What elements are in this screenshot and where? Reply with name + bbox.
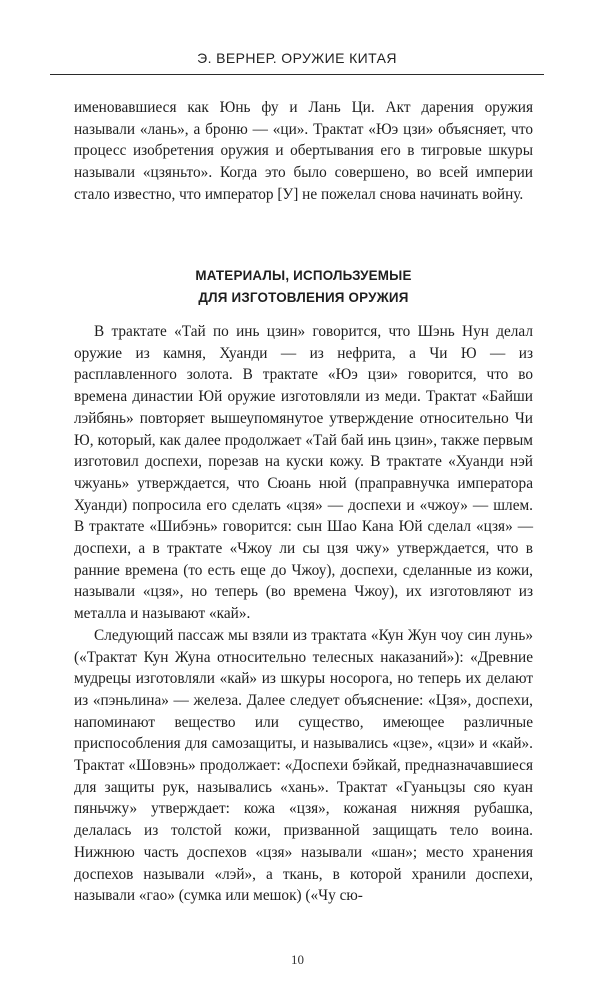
page-number: 10 (291, 952, 304, 967)
header-rule (50, 74, 544, 75)
section-body (74, 321, 533, 907)
section-heading (74, 265, 533, 309)
body-paragraph-2: Следующий пассаж мы взяли из трактата «Кун Жун чоу син лунь» («Трактат Кун Жуна относительно телесных наказаний»): «Древние мудрецы изготовляли «кай» из шкуры носорога, но теперь их делают из «пэньлина» — железа. Далее следует объяснение: «Цзя», доспехи, напоминают вещество или существо, имеющее различные приспособления для самозащиты, и назывались «цзе», «цзи» и «кай». Трактат «Шовэнь» продолжает: «Доспехи бэйкай, предназначавшиеся для защиты рук, назывались «хань». Трактат «Гуаньцзы сяо куан пяньчжу» утверждает: кожа «цзя», кожаная нижняя рубашка, делалась из толстой кожи, призванной защищать тело воина. Нижнюю часть доспехов «цзя» называли «шан»; место хранения доспехов называли «лэй», а ткань, в которой хранили доспехи, называли «гао» (сумка или мешок) («Чу сю- (74, 626, 533, 905)
body-paragraph-1: В трактате «Тай по инь цзин» говорится, что Шэнь Нун делал оружие из камня, Хуанди — из нефрита, а Чи Ю — из расплавленного золота. В трактате «Юэ цзи» говорится, что во времена династии Юй оружие изготовляли из меди. Трактат «Байши лэйбянь» повторяет вышеупомянутое утверждение относительно Чи Ю, который, как далее продолжает «Тай бай инь цзин», также первым изготовил доспехи, порезав на куски кожу. В трактате «Хуанди нэй чжуань» утверждается, что Сюань нюй (праправнучка императора Хуанди) попросила его сделать «цзя» — доспехи и «чжоу» — шлем. В трактате «Шибэнь» говорится: сын Шао Кана Юй сделал «цзя» — доспехи, а в трактате «Чжоу ли сы цзя чжу» утверждается, что в ранние времена (то есть еще до Чжоу), доспехи, сделанные из кожи, называли «цзя», но теперь (во времена Чжоу), их изготовляют из металла и называют «кай». (74, 323, 533, 623)
continuation-paragraph: именовавшиеся как Юнь фу и Лань Ци. Акт дарения оружия называли «лань», а броню — «ци». Трактат «Юэ цзи» объясняет, что процесс изобретения оружия и обертывания его в тигровые шкуры называли «цзяньто». Когда это было совершено, во всей империи стало известно, что император [У] не пожелал снова начинать войну. (74, 99, 533, 203)
section-heading-line-2: ДЛЯ ИЗГОТОВЛЕНИЯ ОРУЖИЯ (198, 290, 409, 305)
continuation-block (74, 97, 533, 206)
running-title: Э. ВЕРНЕР. ОРУЖИЕ КИТАЯ (197, 50, 397, 66)
section-heading-line-1: МАТЕРИАЛЫ, ИСПОЛЬЗУЕМЫЕ (195, 268, 412, 283)
